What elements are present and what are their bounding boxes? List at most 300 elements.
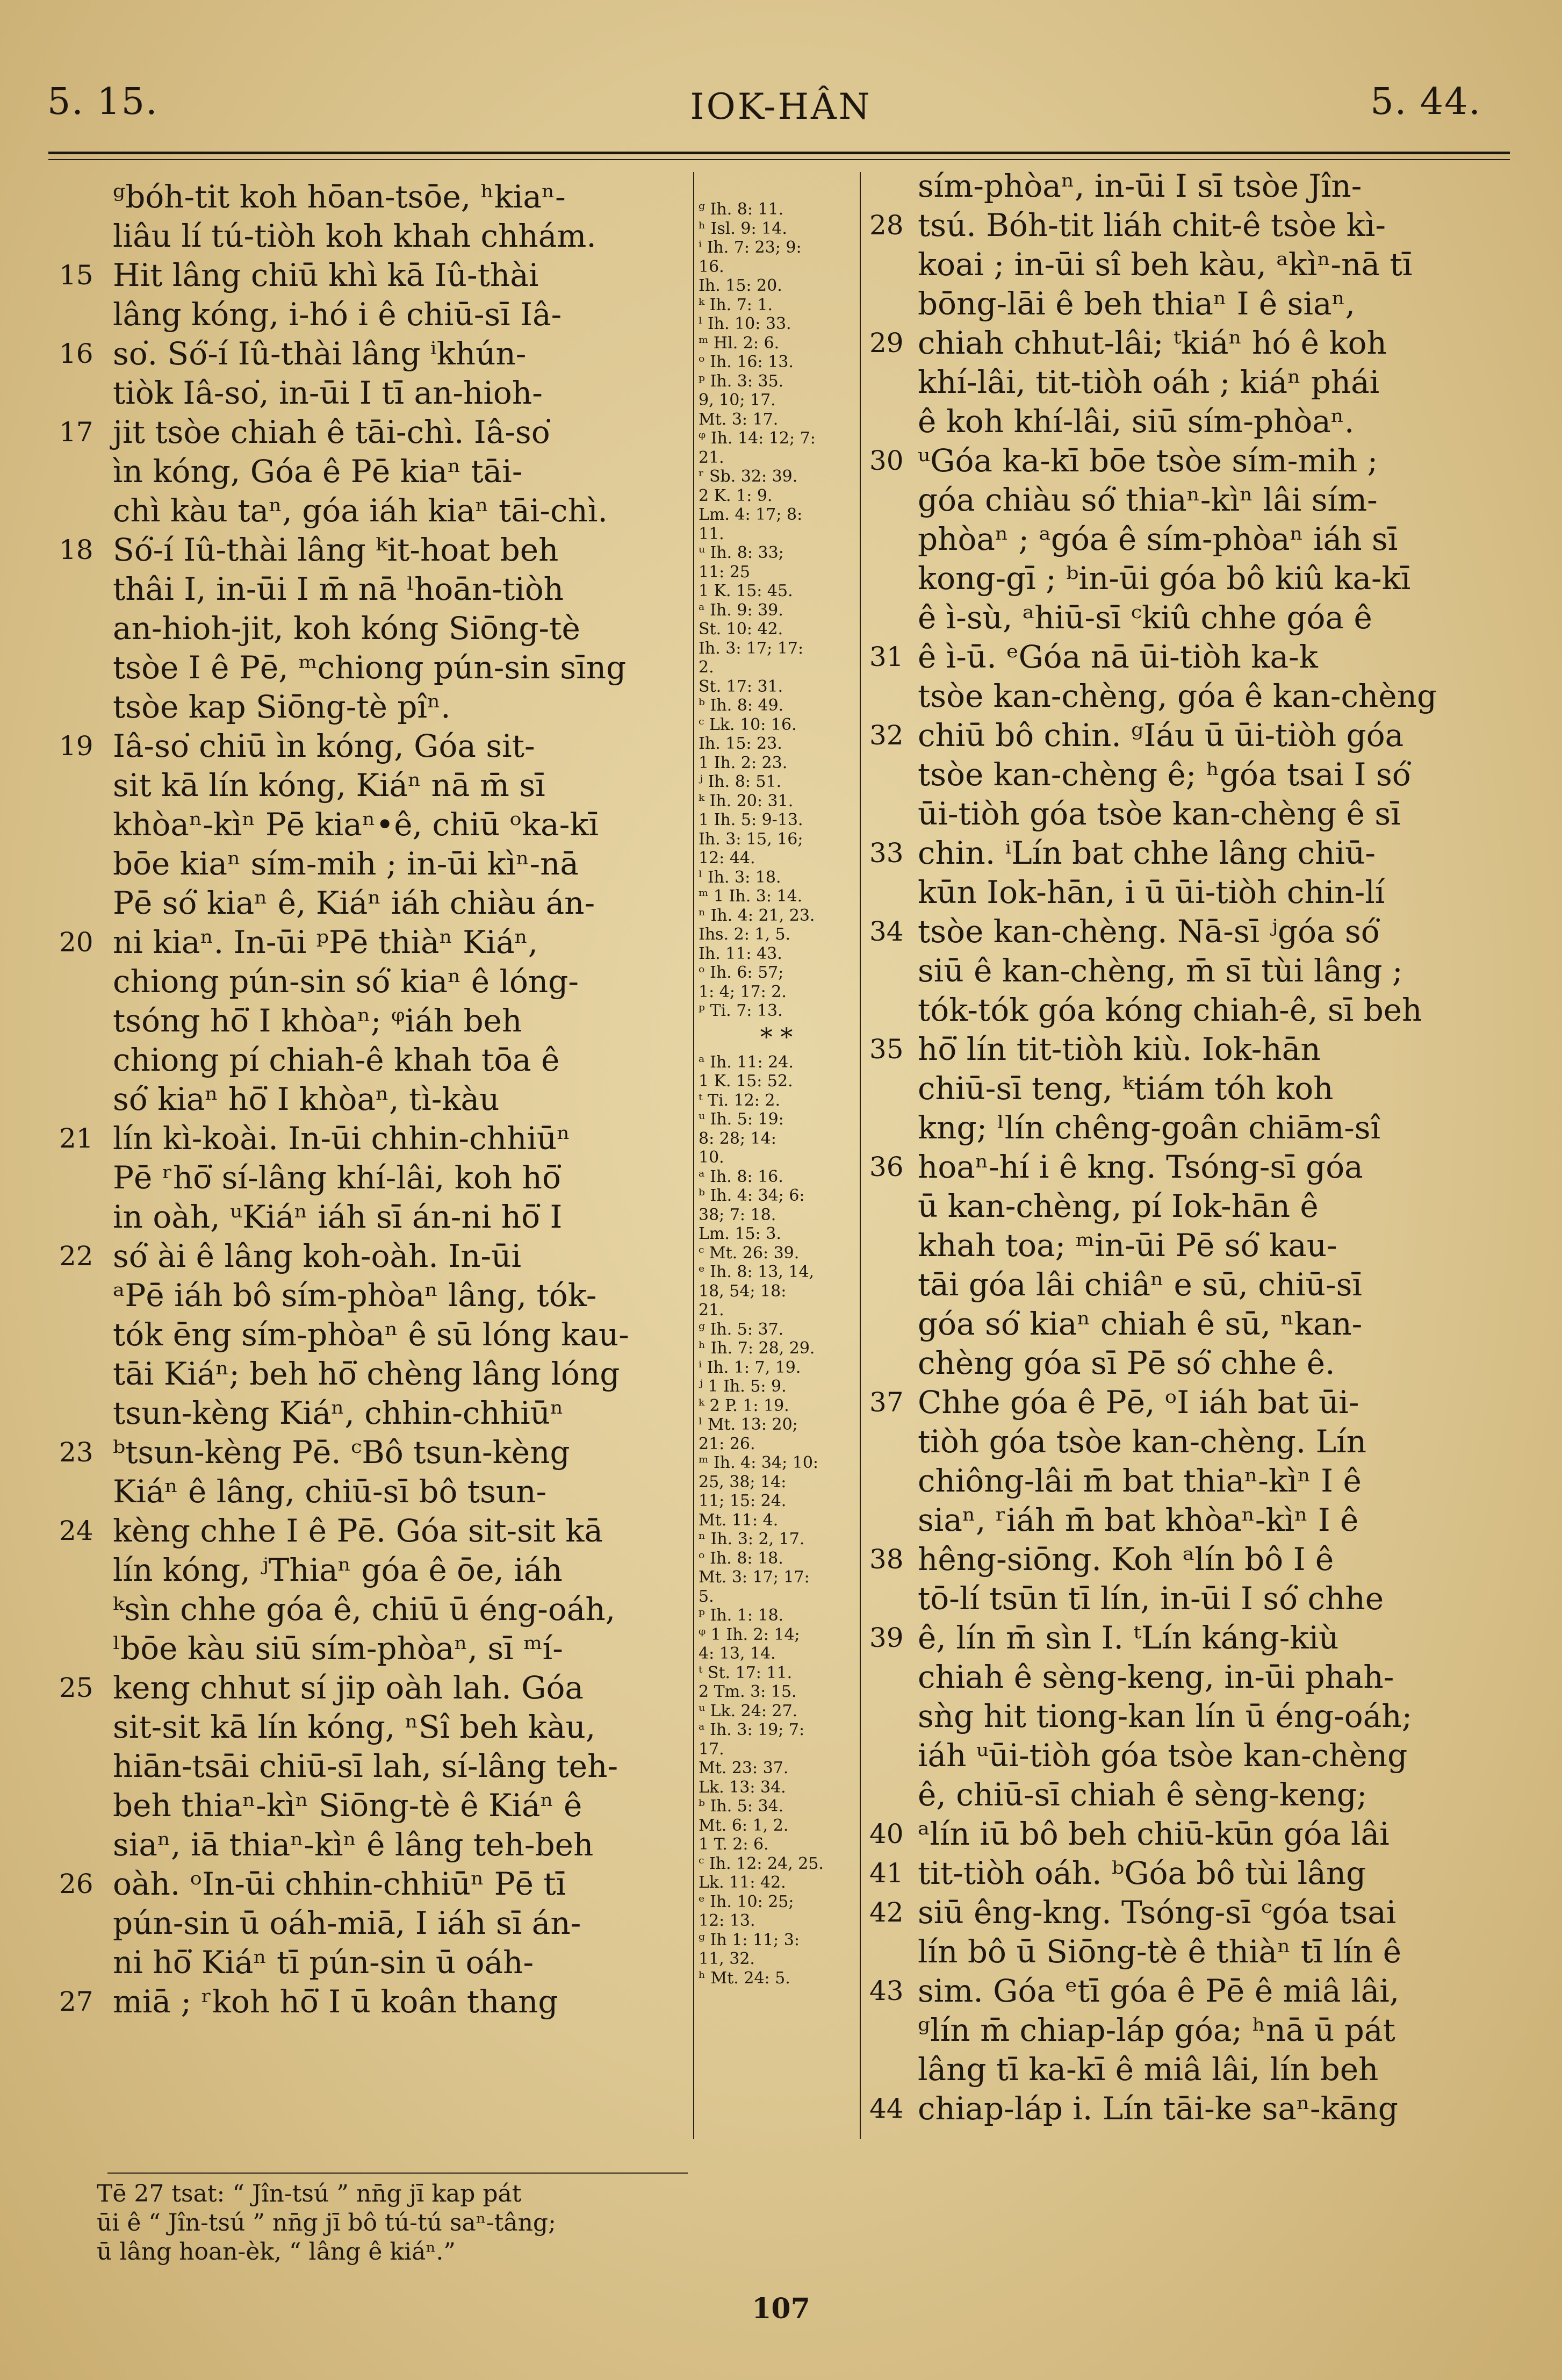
cross-reference: 38; 7: 18. <box>699 1205 776 1224</box>
verse-text: ê ì-ū. ᵉGóa nā ūi-tiòh ka-k <box>918 639 1318 675</box>
verse-text: lín kì-koài. In-ūi chhin-chhiūⁿ <box>113 1120 571 1157</box>
verse-number: 42 <box>869 1897 904 1928</box>
cross-reference: Mt. 3: 17. <box>699 410 779 429</box>
left-text-column <box>59 177 688 2021</box>
verse-text: tók-tók góa kóng chiah-ê, sī beh <box>918 992 1422 1028</box>
cross-reference: ᵏ 2 P. 1: 19. <box>699 1396 789 1415</box>
cross-reference: 12: 13. <box>699 1911 755 1930</box>
verse-text: ūi-tiòh góa tsòe kan-chèng ê sī <box>918 795 1401 832</box>
text-line <box>59 1943 688 1982</box>
text-line <box>59 1825 688 1865</box>
cross-reference: ᵠ Ih. 14: 12; 7: <box>699 429 816 448</box>
text-line <box>869 716 1495 755</box>
text-line <box>59 648 688 687</box>
verse-text: hoaⁿ-hí i ê kng. Tsóng-sī góa <box>918 1149 1363 1185</box>
verse-number: 44 <box>869 2093 904 2124</box>
verse-text: ni kiaⁿ. In-ūi ᵖPē thiàⁿ Kiáⁿ, <box>113 924 538 960</box>
text-line <box>869 1540 1495 1579</box>
text-line <box>59 1551 688 1590</box>
verse-number: 25 <box>59 1672 93 1703</box>
cross-reference: Ih. 15: 23. <box>699 734 782 753</box>
cross-reference: 1 Ih. 5: 9-13. <box>699 811 803 829</box>
verse-number: 23 <box>59 1437 93 1468</box>
cross-reference: Ihs. 2: 1, 5. <box>699 925 791 944</box>
text-line <box>59 1629 688 1668</box>
cross-reference: ᵇ Ih. 5: 34. <box>699 1797 784 1816</box>
verse-text: ˡbōe kàu siū sím-phòaⁿ, sī ᵐí- <box>113 1630 563 1667</box>
cross-reference: ᵖ Ih. 1: 18. <box>699 1606 784 1625</box>
verse-number: 27 <box>59 1986 93 2017</box>
text-line <box>59 1747 688 1786</box>
verse-text: tsòe kan-chèng. Nā-sī ʲgóa só͘ <box>918 913 1380 950</box>
cross-reference: ᶜ Mt. 26: 39. <box>699 1243 800 1263</box>
cross-reference: 21: 26. <box>699 1434 755 1453</box>
verse-text: chin. ⁱLín bat chhe lâng chiū- <box>918 835 1376 871</box>
text-line <box>869 951 1495 991</box>
verse-number: 36 <box>869 1151 904 1182</box>
verse-text: sim. Góa ᵉtī góa ê Pē ê miâ lâi, <box>918 1973 1400 2009</box>
text-line <box>869 1736 1495 1775</box>
text-line <box>59 1001 688 1041</box>
footnote-line: ū lâng hoan-èk, “ lâng ê kiáⁿ.” <box>97 2238 456 2266</box>
book-title: IOK-HÂN <box>690 86 872 127</box>
cross-reference: ᵐ 1 Ih. 3: 14. <box>699 887 803 906</box>
verse-text: khòaⁿ-kìⁿ Pē kiaⁿ•ê, chiū ᵒka-kī <box>113 806 599 843</box>
verse-text: tiòk Iâ-so͘, in-ūi I tī an-hioh- <box>113 375 543 411</box>
cross-reference: ᵃ Ih. 8: 16. <box>699 1167 783 1186</box>
verse-text: chiah ê sèng-keng, in-ūi phah- <box>918 1659 1394 1695</box>
footnote <box>97 2180 688 2267</box>
text-line <box>869 1618 1495 1658</box>
text-line <box>869 1304 1495 1344</box>
cross-reference: 5. <box>699 1587 714 1606</box>
text-line <box>869 1265 1495 1304</box>
verse-text: bōng-lāi ê beh thiaⁿ I ê siaⁿ, <box>918 285 1356 322</box>
verse-text: Iâ-so͘ chiū ìn kóng, Góa sit- <box>113 728 535 764</box>
text-line <box>869 1972 1495 2011</box>
cross-reference: ˡ Ih. 3: 18. <box>699 868 781 887</box>
cross-reference: ᵐ Ih. 4: 34; 10: <box>699 1453 819 1472</box>
text-line <box>59 1041 688 1080</box>
cross-reference: Lk. 13: 34. <box>699 1777 786 1797</box>
verse-text: Kiáⁿ ê lâng, chiū-sī bô tsun- <box>113 1473 547 1510</box>
verse-text: koai ; in-ūi sî beh kàu, ᵃkìⁿ-nā tī <box>918 246 1413 283</box>
verse-text: keng chhut sí jip oàh lah. Góa <box>113 1669 584 1706</box>
verse-text: Hit lâng chiū khì kā Iû-thài <box>113 257 539 293</box>
footnote-line: Tē 27 tsat: “ Jîn-tsú ” nn̄g jī kap pát <box>97 2180 522 2207</box>
verse-number: 20 <box>59 927 93 958</box>
cross-reference: Ih. 3: 15, 16; <box>699 829 803 849</box>
text-line <box>59 1198 688 1237</box>
text-line <box>869 441 1495 481</box>
text-line <box>59 1237 688 1276</box>
text-line <box>59 962 688 1001</box>
verse-text: tō-lí tsūn tī lín, in-ūi I só͘ chhe <box>918 1580 1384 1617</box>
text-line <box>869 637 1495 677</box>
text-line <box>869 1461 1495 1501</box>
cross-reference: ᵇ Ih. 4: 34; 6: <box>699 1186 805 1205</box>
verse-text: tsun-kèng Kiáⁿ, chhin-chhiūⁿ <box>113 1395 564 1431</box>
text-line <box>59 923 688 962</box>
verse-text: hêng-siōng. Koh ᵃlín bô I ê <box>918 1541 1334 1578</box>
verse-text: so͘. Só͘-í Iû-thài lâng ⁱkhún- <box>113 335 527 372</box>
column-divider-left <box>693 172 694 2139</box>
verse-text: siū ê kan-chèng, m̄ sī tùi lâng ; <box>918 952 1403 989</box>
cross-reference: ᵍ Ih. 8: 11. <box>699 200 784 219</box>
verse-text: sit kā lín kóng, Kiáⁿ nā m̄ sī <box>113 767 545 804</box>
text-line <box>869 834 1495 873</box>
text-line <box>869 481 1495 520</box>
verse-text: hiān-tsāi chiū-sī lah, sí-lâng teh- <box>113 1748 618 1784</box>
header-rule <box>48 152 1510 154</box>
verse-text: kèng chhe I ê Pē. Góa sit-sit kā <box>113 1512 603 1549</box>
cross-reference: ʲ 1 Ih. 5: 9. <box>699 1377 787 1396</box>
cross-reference: ᵠ 1 Ih. 2: 14; <box>699 1625 800 1644</box>
text-line <box>869 284 1495 324</box>
right-text-column <box>869 167 1495 2128</box>
cross-reference: ˡ Ih. 10: 33. <box>699 314 791 333</box>
cross-reference: Mt. 11: 4. <box>699 1510 779 1530</box>
verse-number: 32 <box>869 720 904 751</box>
cross-reference: 11: 25 <box>699 562 750 582</box>
cross-reference: ʰ Ih. 7: 28, 29. <box>699 1339 815 1358</box>
cross-reference: 1: 4; 17: 2. <box>699 982 787 1001</box>
text-line <box>59 1276 688 1315</box>
verse-text: tāi góa lâi chiâⁿ e sū, chiū-sī <box>918 1266 1362 1303</box>
text-line <box>59 570 688 609</box>
text-line <box>59 884 688 923</box>
verse-text: kng; ˡlín chêng-goân chiām-sî <box>918 1109 1381 1146</box>
verse-number: 35 <box>869 1034 904 1065</box>
verse-text: só͘ ài ê lâng koh-oàh. In-ūi <box>113 1238 522 1274</box>
cross-reference: ᶜ Lk. 10: 16. <box>699 715 797 734</box>
text-line <box>869 598 1495 637</box>
text-line <box>869 559 1495 598</box>
cross-reference: ᵘ Ih. 8: 33; <box>699 543 784 562</box>
cross-reference: 1 T. 2: 6. <box>699 1835 769 1854</box>
text-line <box>59 1394 688 1433</box>
verse-text: ᵇtsun-kèng Pē. ᶜBô tsun-kèng <box>113 1434 570 1471</box>
verse-text: lâng kóng, i-hó i ê chiū-sī Iâ- <box>113 296 562 333</box>
cross-reference: 2. <box>699 658 714 677</box>
text-line <box>869 677 1495 716</box>
verse-text: chiap-láp i. Lín tāi-ke saⁿ-kāng <box>918 2090 1398 2127</box>
cross-reference: 18, 54; 18: <box>699 1281 787 1301</box>
cross-reference: 1 K. 15: 45. <box>699 582 793 600</box>
cross-reference: 1 K. 15: 52. <box>699 1072 793 1091</box>
verse-text: góa só͘ kiaⁿ chiah ê sū, ⁿkan- <box>918 1306 1363 1342</box>
verse-text: lâng tī ka-kī ê miâ lâi, lín beh <box>918 2051 1379 2088</box>
verse-text: ê, lín m̄ sìn I. ᵗLín káng-kiù <box>918 1619 1339 1656</box>
cross-reference: 9, 10; 17. <box>699 391 776 410</box>
text-line <box>59 1158 688 1198</box>
verse-text: sit-sit kā lín kóng, ⁿSî beh kàu, <box>113 1709 596 1745</box>
text-line <box>59 531 688 570</box>
verse-text: tsòe kap Siōng-tè pîⁿ. <box>113 689 451 725</box>
verse-text: an-hioh-jit, koh kóng Siōng-tè <box>113 610 580 647</box>
verse-text: só͘ kiaⁿ hō͘ I khòaⁿ, tì-kàu <box>113 1081 500 1117</box>
cross-reference: ˡ Mt. 13: 20; <box>699 1415 798 1434</box>
text-line <box>869 520 1495 559</box>
verse-text: tsòe kan-chèng ê; ʰgóa tsai I só͘ <box>918 756 1411 793</box>
text-line <box>59 217 688 256</box>
verse-text: ê, chiū-sī chiah ê sèng-keng; <box>918 1776 1367 1813</box>
verse-text: lín kóng, ʲThiaⁿ góa ê ōe, iáh <box>113 1552 563 1588</box>
text-line <box>59 1315 688 1354</box>
text-line <box>59 374 688 413</box>
cross-reference: ᵖ Ih. 3: 35. <box>699 371 784 391</box>
cross-reference: Ih. 11: 43. <box>699 944 782 963</box>
cross-reference: ⁱ Ih. 7: 23; 9: <box>699 238 802 257</box>
cross-reference: ʲ Ih. 8: 51. <box>699 772 782 791</box>
verse-text: tāi Kiáⁿ; beh hō͘ chèng lâng lóng <box>113 1356 620 1392</box>
text-line <box>59 1708 688 1747</box>
text-line <box>59 1080 688 1119</box>
cross-reference: ⁱ Ih. 1: 7, 19. <box>699 1358 801 1377</box>
cross-reference: ᵖ Ti. 7: 13. <box>699 1001 783 1020</box>
verse-text: miā ; ʳkoh hō͘ I ū koân thang <box>113 1983 558 2020</box>
cross-reference: Mt. 6: 1, 2. <box>699 1816 789 1835</box>
verse-text: chì kàu taⁿ, góa iáh kiaⁿ tāi-chì. <box>113 492 608 529</box>
text-line <box>59 491 688 531</box>
cross-reference: ᵉ Ih. 8: 13, 14, <box>699 1263 815 1281</box>
cross-reference: 11, 32. <box>699 1949 755 1968</box>
verse-text: phòaⁿ ; ᵃgóa ê sím-phòaⁿ iáh sī <box>918 521 1398 557</box>
verse-number: 40 <box>869 1818 904 1849</box>
text-line <box>869 1932 1495 1972</box>
verse-text: ê ì-sù, ᵃhiū-sī ᶜkiû chhe góa ê <box>918 599 1372 636</box>
verse-text: ᵘGóa ka-kī bōe tsòe sím-mih ; <box>918 442 1378 479</box>
footnote-line: ūi ê “ Jîn-tsú ” nn̄g jī bô tú-tú saⁿ-tâng; <box>97 2209 556 2236</box>
verse-text: jit tsòe chiah ê tāi-chì. Iâ-so͘ <box>113 414 550 450</box>
text-line <box>59 1668 688 1708</box>
verse-number: 19 <box>59 730 93 762</box>
verse-number: 26 <box>59 1868 93 1899</box>
header-rule-thin <box>48 159 1510 160</box>
text-line <box>869 2089 1495 2128</box>
verse-text: thâi I, in-ūi I m̄ nā ˡhoān-tiòh <box>113 571 564 607</box>
verse-number: 33 <box>869 837 904 869</box>
cross-reference: ᵃ Ih. 11: 24. <box>699 1052 794 1072</box>
verse-text: ìn kóng, Góa ê Pē kiaⁿ tāi- <box>113 453 523 490</box>
text-line <box>59 1786 688 1825</box>
text-line <box>59 844 688 884</box>
text-line <box>59 766 688 805</box>
verse-text: pún-sin ū oáh-miā, I iáh sī án- <box>113 1905 581 1941</box>
verse-text: iáh ᵘūi-tiòh góa tsòe kan-chèng <box>918 1737 1408 1774</box>
verse-text: chèng góa sī Pē só͘ chhe ê. <box>918 1345 1335 1381</box>
text-line <box>869 1069 1495 1108</box>
cross-reference: St. 10: 42. <box>699 620 783 639</box>
verse-text: tsòe kan-chèng, góa ê kan-chèng <box>918 678 1437 714</box>
text-line <box>869 991 1495 1030</box>
verse-text: khah toa; ᵐin-ūi Pē só͘ kau- <box>918 1227 1337 1264</box>
cross-reference-column <box>699 200 854 1988</box>
text-line <box>59 1865 688 1904</box>
verse-text: kong-gī ; ᵇin-ūi góa bô kiû ka-kī <box>918 560 1411 597</box>
text-line <box>59 1472 688 1511</box>
text-line <box>869 402 1495 441</box>
cross-reference: ᵗ Ti. 12: 2. <box>699 1091 781 1110</box>
verse-text: kūn Iok-hān, i ū ūi-tiòh chin-lí <box>918 874 1385 911</box>
verse-text: Pē ʳhō͘ sí-lâng khí-lâi, koh hō͘ <box>113 1159 561 1196</box>
cross-reference: Ih. 15: 20. <box>699 276 782 295</box>
text-line <box>869 1344 1495 1383</box>
verse-number: 18 <box>59 534 93 565</box>
cross-reference: Mt. 23: 37. <box>699 1759 789 1777</box>
text-line <box>869 1422 1495 1461</box>
verse-text: ê koh khí-lâi, siū sím-phòaⁿ. <box>918 403 1355 440</box>
cross-reference: 11; 15: 24. <box>699 1492 787 1510</box>
text-line <box>59 687 688 727</box>
cross-reference: 12: 44. <box>699 849 755 868</box>
verse-text: siū êng-kng. Tsóng-sī ᶜgóa tsai <box>918 1894 1397 1931</box>
text-line <box>869 1775 1495 1815</box>
cross-reference: ᵘ Ih. 5: 19: <box>699 1110 784 1129</box>
cross-reference: 11. <box>699 524 724 543</box>
verse-text: in oàh, ᵘKiáⁿ iáh sī án-ni hō͘ I <box>113 1199 563 1235</box>
verse-number: 39 <box>869 1622 904 1653</box>
cross-reference: St. 17: 31. <box>699 677 783 696</box>
verse-text: chiū bô chin. ᵍIáu ū ūi-tiòh góa <box>918 717 1404 754</box>
verse-text: tók ēng sím-phòaⁿ ê sū lóng kau- <box>113 1316 629 1353</box>
text-line <box>869 206 1495 245</box>
cross-reference: 4: 13, 14. <box>699 1644 776 1663</box>
cross-reference: ᵍ Ih 1: 11; 3: <box>699 1930 800 1949</box>
text-line <box>869 1893 1495 1932</box>
cross-reference: ᵒ Ih. 16: 13. <box>699 353 794 371</box>
cross-reference: Lk. 11: 42. <box>699 1873 786 1892</box>
text-line <box>59 1119 688 1158</box>
verse-number: 41 <box>869 1858 904 1889</box>
text-line <box>59 452 688 491</box>
cross-reference: ᵍ Ih. 5: 37. <box>699 1320 784 1339</box>
verse-number: 17 <box>59 417 93 448</box>
verse-text: chiong pí chiah-ê khah tōa ê <box>113 1042 560 1078</box>
cross-reference: ʰ Mt. 24: 5. <box>699 1968 790 1988</box>
cross-reference: Ih. 3: 17; 17: <box>699 639 804 658</box>
verse-number: 30 <box>869 445 904 476</box>
verse-text: chiah chhut-lâi; ᵗkiáⁿ hó ê koh <box>918 325 1387 361</box>
text-line <box>59 1904 688 1943</box>
verse-text: sím-phòaⁿ, in-ūi I sī tsòe Jîn- <box>918 168 1362 204</box>
text-line <box>869 1148 1495 1187</box>
verse-number: 43 <box>869 1975 904 2006</box>
text-line <box>59 256 688 295</box>
text-line <box>59 1590 688 1629</box>
cross-reference: ᵏ Ih. 7: 1. <box>699 295 773 314</box>
text-line <box>869 1658 1495 1697</box>
cross-reference: 2 Tm. 3: 15. <box>699 1682 797 1701</box>
text-line <box>869 755 1495 794</box>
text-line <box>869 1579 1495 1618</box>
verse-text: chiông-lâi m̄ bat thiaⁿ-kìⁿ I ê <box>918 1463 1362 1499</box>
text-line <box>869 1108 1495 1148</box>
verse-text: ū kan-chèng, pí Iok-hān ê <box>918 1188 1319 1224</box>
text-line <box>869 1030 1495 1069</box>
cross-reference: 17. <box>699 1739 724 1759</box>
verse-text: ᵃPē iáh bô sím-phòaⁿ lâng, tók- <box>113 1277 597 1314</box>
verse-number: 22 <box>59 1241 93 1272</box>
cross-reference: Mt. 3: 17; 17: <box>699 1568 810 1587</box>
verse-text: ni hō͘ Kiáⁿ tī pún-sin ū oáh- <box>113 1944 534 1981</box>
cross-reference: ⁿ Ih. 4: 21, 23. <box>699 906 815 925</box>
cross-reference: ᵗ St. 17: 11. <box>699 1663 793 1682</box>
column-divider-right <box>860 172 861 2139</box>
text-line <box>869 1815 1495 1854</box>
text-line <box>869 912 1495 951</box>
cross-reference: ᵒ Ih. 8: 18. <box>699 1549 783 1568</box>
cross-reference: Lm. 4: 17; 8: <box>699 505 803 524</box>
verse-number: 29 <box>869 327 904 359</box>
text-line <box>869 1383 1495 1422</box>
cross-reference: ⁿ Ih. 3: 2, 17. <box>699 1530 805 1549</box>
verse-text: siaⁿ, iā thiaⁿ-kìⁿ ê lâng teh-beh <box>113 1826 594 1863</box>
cross-reference: 8: 28; 14: <box>699 1129 776 1148</box>
text-line <box>59 177 688 217</box>
cross-reference: ʳ Sb. 32: 39. <box>699 467 798 486</box>
verse-text: hō͘ lín tit-tiòh kiù. Iok-hān <box>918 1031 1321 1067</box>
verse-text: beh thiaⁿ-kìⁿ Siōng-tè ê Kiáⁿ ê <box>113 1787 582 1824</box>
verse-text: lín bô ū Siōng-tè ê thiàⁿ tī lín ê <box>918 1933 1402 1970</box>
verse-text: khí-lâi, tit-tiòh oáh ; kiáⁿ phái <box>918 364 1380 400</box>
verse-number: 28 <box>869 210 904 241</box>
text-line <box>59 1511 688 1551</box>
verse-number: 21 <box>59 1123 93 1154</box>
chapter-verse-end: 5. 44. <box>1370 81 1481 123</box>
verse-text: Chhe góa ê Pē, ᵒI iáh bat ūi- <box>918 1384 1359 1421</box>
verse-text: tsòe I ê Pē, ᵐchiong pún-sin sīng <box>113 649 627 686</box>
verse-text: ᵍlín m̄ chiap-láp góa; ʰnā ū pát <box>918 2012 1395 2048</box>
reference-separator: * * <box>760 1022 793 1051</box>
text-line <box>869 873 1495 912</box>
text-line <box>869 2011 1495 2050</box>
verse-number: 38 <box>869 1544 904 1575</box>
verse-text: siaⁿ, ʳiáh m̄ bat khòaⁿ-kìⁿ I ê <box>918 1502 1359 1538</box>
verse-text: tit-tiòh oáh. ᵇGóa bô tùi lâng <box>918 1855 1366 1891</box>
verse-number: 24 <box>59 1515 93 1546</box>
footnote-rule <box>107 2173 688 2174</box>
text-line <box>869 324 1495 363</box>
cross-reference: ᵒ Ih. 6: 57; <box>699 963 784 982</box>
verse-text: ᵃlín iū bô beh chiū-kūn góa lâi <box>918 1816 1390 1852</box>
text-line <box>59 609 688 648</box>
cross-reference: ᵏ Ih. 20: 31. <box>699 791 794 811</box>
verse-number: 37 <box>869 1387 904 1418</box>
text-line <box>59 727 688 766</box>
verse-text: Pē só͘ kiaⁿ ê, Kiáⁿ iáh chiàu án- <box>113 885 595 921</box>
verse-text: góa chiàu só͘ thiaⁿ-kìⁿ lâi sím- <box>918 482 1378 518</box>
text-line <box>869 363 1495 402</box>
verse-text: chiong pún-sin só͘ kiaⁿ ê lóng- <box>113 963 579 1000</box>
verse-text: oàh. ᵒIn-ūi chhin-chhiūⁿ Pē tī <box>113 1866 566 1902</box>
text-line <box>869 2050 1495 2089</box>
cross-reference: 21. <box>699 1301 724 1320</box>
page-number: 107 <box>752 2292 810 2325</box>
verse-text: ᵍbóh-tit koh hōan-tsōe, ʰkiaⁿ- <box>113 178 566 215</box>
cross-reference: ᵐ Hl. 2: 6. <box>699 333 780 353</box>
verse-number: 15 <box>59 260 93 291</box>
text-line <box>59 805 688 844</box>
verse-text: Só͘-í Iû-thài lâng ᵏit-hoat beh <box>113 532 559 568</box>
cross-reference: ᵇ Ih. 8: 49. <box>699 696 784 715</box>
cross-reference: 1 Ih. 2: 23. <box>699 753 788 772</box>
cross-reference: ᵉ Ih. 10: 25; <box>699 1892 794 1911</box>
verse-text: sǹg hit tiong-kan lín ū éng-oáh; <box>918 1698 1413 1734</box>
cross-reference: 25, 38; 14: <box>699 1472 787 1492</box>
text-line <box>59 295 688 334</box>
verse-text: liâu lí tú-tiòh koh khah chhám. <box>113 218 596 254</box>
